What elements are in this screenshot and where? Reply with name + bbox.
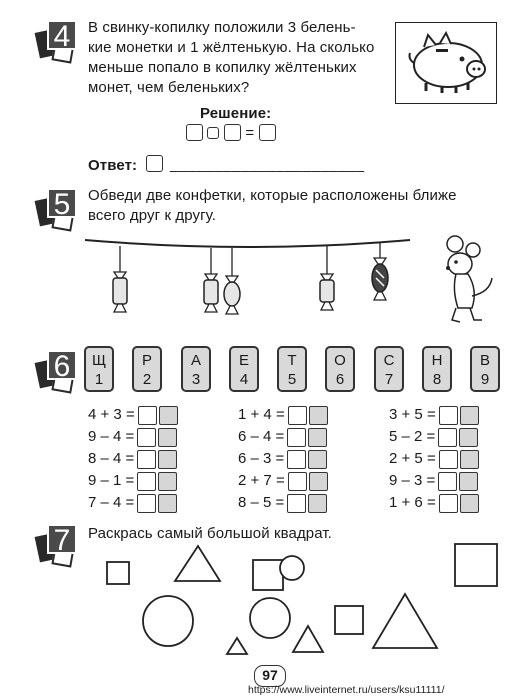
answer-box[interactable] (287, 450, 306, 469)
letter-box[interactable] (159, 406, 178, 425)
square-medium-2[interactable] (335, 606, 363, 634)
candy-1[interactable] (113, 246, 127, 312)
letter-box[interactable] (309, 406, 328, 425)
equation-row: 2 + 5 = (389, 449, 479, 469)
equation-row: 8 – 5 = (238, 493, 327, 513)
card-digit: 3 (191, 371, 201, 388)
letter-box[interactable] (459, 428, 478, 447)
letter-box[interactable] (158, 450, 177, 469)
answer-box[interactable] (137, 428, 156, 447)
letter-box[interactable] (460, 494, 479, 513)
task-7-badge (37, 524, 81, 568)
letter-card-4 (229, 346, 259, 392)
triangle-medium[interactable] (175, 546, 220, 581)
circle-medium[interactable] (250, 598, 290, 638)
answer-box[interactable] (138, 406, 157, 425)
solution-box-result[interactable] (259, 124, 276, 141)
task-4-number: 4 (47, 20, 77, 50)
letter-box[interactable] (459, 472, 478, 491)
task-4-line-3: меньше попало в копилку жёлтеньких (88, 59, 357, 76)
task-4-badge (37, 20, 81, 64)
task-7-number: 7 (47, 524, 77, 554)
task-6-badge (37, 350, 81, 394)
letter-card-9 (470, 346, 500, 392)
answer-box[interactable] (439, 450, 458, 469)
circle-large[interactable] (143, 596, 193, 646)
equation-row: 1 + 4 = (238, 405, 328, 425)
task-7-text: Раскрась самый большой квадрат. (88, 525, 332, 542)
card-letter: Щ (91, 352, 107, 369)
answer-box[interactable] (287, 494, 306, 513)
letter-box[interactable] (308, 450, 327, 469)
candy-3[interactable] (224, 248, 240, 314)
answer-box[interactable] (137, 450, 156, 469)
equation-row: 9 – 3 = (389, 471, 478, 491)
equation-row: 1 + 6 = (389, 493, 479, 513)
solution-box-1[interactable] (186, 124, 203, 141)
square-medium[interactable] (253, 560, 283, 590)
piggy-bank-icon (396, 23, 496, 103)
answer-box[interactable] (438, 428, 457, 447)
letter-box[interactable] (158, 472, 177, 491)
card-letter: О (334, 352, 346, 369)
letter-box[interactable] (309, 472, 328, 491)
solution-equals: = (245, 124, 255, 142)
card-digit: 1 (94, 371, 104, 388)
letter-card-1 (84, 346, 114, 392)
task-6-number: 6 (47, 350, 77, 380)
solution-box-2[interactable] (224, 124, 241, 141)
answer-box[interactable] (146, 155, 163, 172)
letter-box[interactable] (308, 428, 327, 447)
triangle-large[interactable] (373, 594, 437, 648)
letter-card-6 (325, 346, 355, 392)
card-letter: Е (238, 352, 249, 369)
task-5-line-1: Обведи две конфетки, которые расположены ближе (88, 187, 457, 204)
equation-row: 3 + 5 = (389, 405, 479, 425)
shapes-illustration (95, 538, 505, 663)
answer-box[interactable] (287, 428, 306, 447)
candy-2[interactable] (204, 248, 218, 312)
letter-box[interactable] (460, 406, 479, 425)
letter-card-7 (374, 346, 404, 392)
answer-box[interactable] (288, 406, 307, 425)
task-4-line-1: В свинку-копилку положили 3 белень- (88, 19, 356, 36)
answer-box[interactable] (137, 494, 156, 513)
triangle-medium-2[interactable] (293, 626, 323, 652)
letter-card-3 (181, 346, 211, 392)
candy-4[interactable] (320, 246, 334, 310)
letter-box[interactable] (308, 494, 327, 513)
equation-row: 7 – 4 = (88, 493, 177, 513)
card-digit: 9 (480, 371, 490, 388)
card-letter: А (190, 352, 201, 369)
equation-row: 5 – 2 = (389, 427, 478, 447)
task-4-line-4: монет, чем беленьких? (88, 79, 250, 96)
card-digit: 5 (287, 371, 297, 388)
answer-box[interactable] (438, 472, 457, 491)
mouse-icon (446, 236, 492, 322)
card-letter: Т (287, 352, 297, 369)
candies-illustration (80, 230, 510, 330)
answer-box[interactable] (439, 494, 458, 513)
task-5-line-2: всего друг к другу. (88, 207, 217, 224)
garland-string (85, 240, 410, 247)
answer-box[interactable] (288, 472, 307, 491)
solution-boxes (186, 124, 276, 142)
triangle-small[interactable] (227, 638, 247, 654)
letter-box[interactable] (460, 450, 479, 469)
equation-row: 9 – 1 = (88, 471, 177, 491)
card-digit: 8 (432, 371, 442, 388)
solution-operator-box[interactable] (207, 127, 219, 139)
equation-row: 4 + 3 = (88, 405, 178, 425)
piggy-bank-picture (395, 22, 497, 104)
letter-card-5 (277, 346, 307, 392)
equation-row: 9 – 4 = (88, 427, 177, 447)
circle-small[interactable] (280, 556, 304, 580)
equation-row: 8 – 4 = (88, 449, 177, 469)
answer-line[interactable]: ______________________ (170, 156, 365, 173)
card-digit: 2 (142, 371, 152, 388)
equation-row: 6 – 3 = (238, 449, 327, 469)
task-5-badge (37, 188, 81, 232)
card-letter: С (383, 352, 395, 369)
letter-box[interactable] (158, 428, 177, 447)
equation-row: 2 + 7 = (238, 471, 328, 491)
card-digit: 4 (239, 371, 249, 388)
equation-row: 6 – 4 = (238, 427, 327, 447)
square-small[interactable] (107, 562, 129, 584)
answer-label: Ответ: (88, 157, 138, 174)
candy-5[interactable] (372, 242, 388, 300)
square-large[interactable] (455, 544, 497, 586)
letter-card-2 (132, 346, 162, 392)
page-number: 97 (254, 665, 286, 687)
card-letter: В (479, 352, 490, 369)
card-digit: 6 (335, 371, 345, 388)
letter-box[interactable] (158, 494, 177, 513)
card-letter: Р (141, 352, 152, 369)
card-letter: Н (431, 352, 443, 369)
card-digit: 7 (384, 371, 394, 388)
solution-label: Решение: (200, 105, 272, 122)
task-4-line-2: кие монетки и 1 жёлтенькую. На сколько (88, 39, 375, 56)
task-5-number: 5 (47, 188, 77, 218)
answer-box[interactable] (439, 406, 458, 425)
watermark: https://www.liveinternet.ru/users/ksu11111/ (248, 684, 445, 696)
letter-card-8 (422, 346, 452, 392)
answer-box[interactable] (137, 472, 156, 491)
